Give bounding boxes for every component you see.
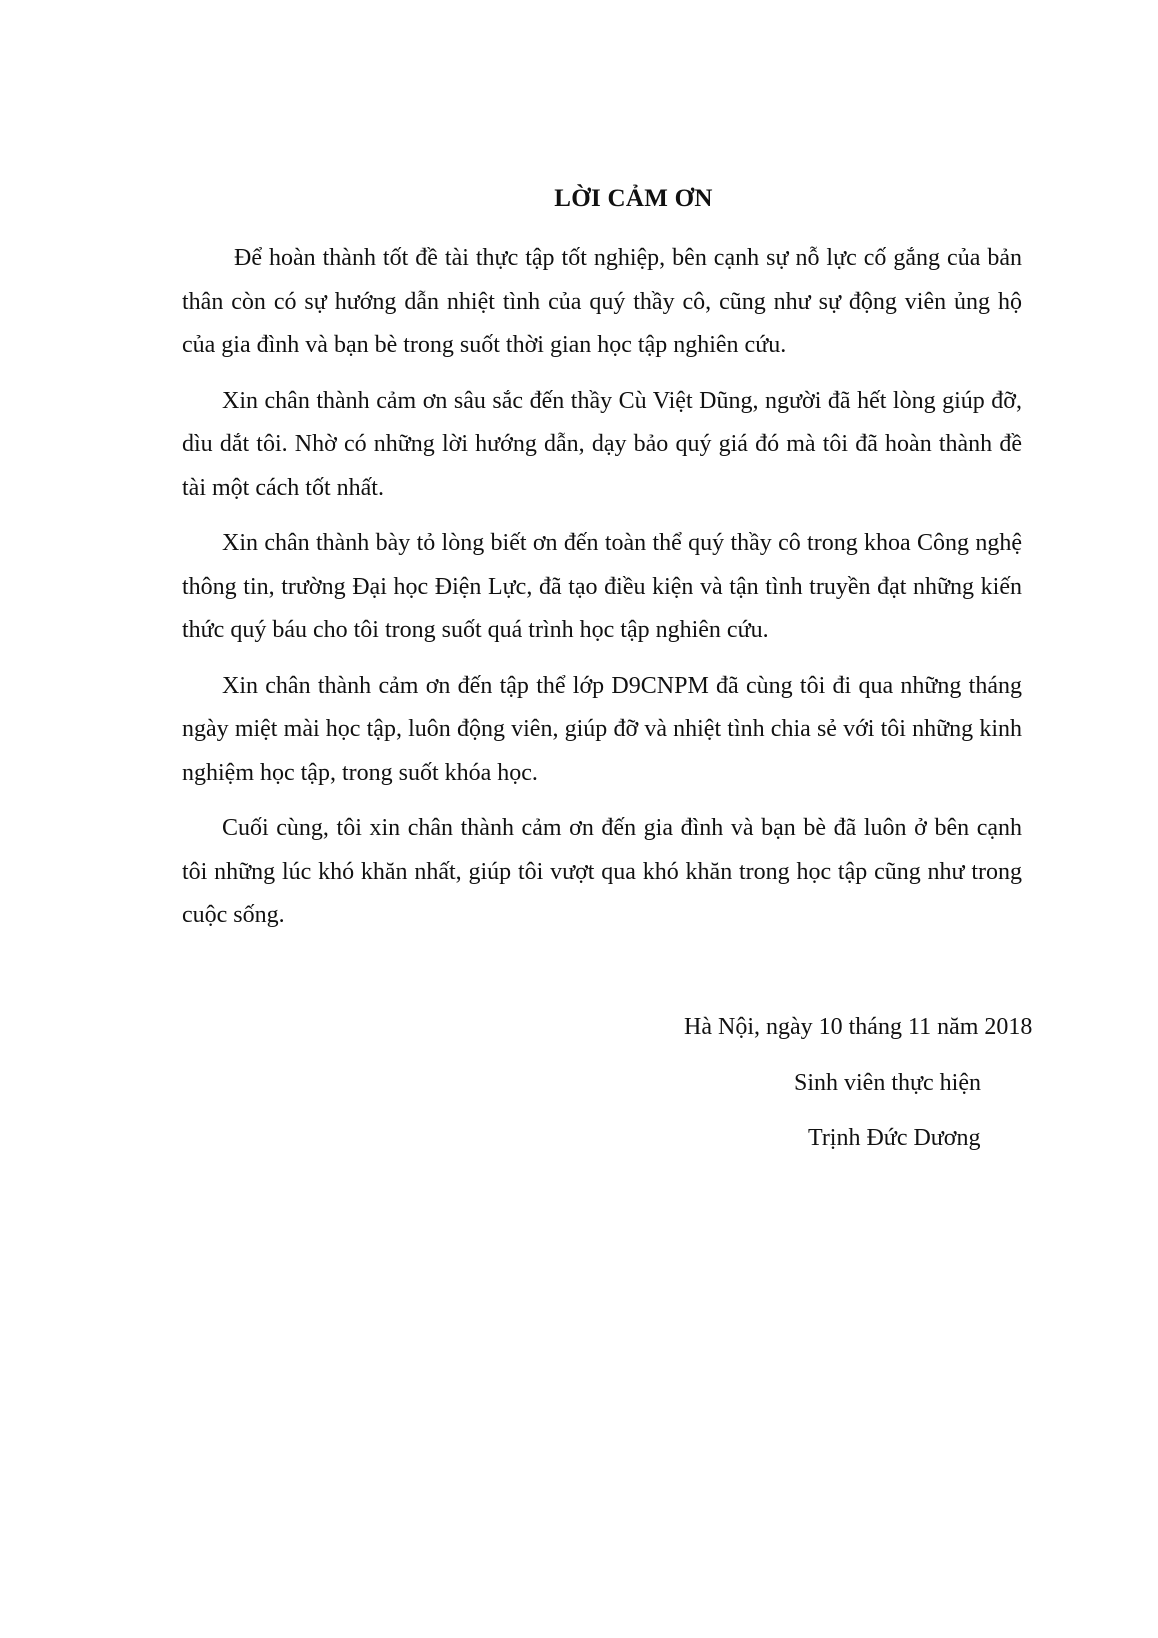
paragraph-family: Cuối cùng, tôi xin chân thành cảm ơn đến gia đình và bạn bè đã luôn ở bên cạnh tôi những lúc khó khăn nhất, giúp tôi vượt qua khó khăn trong học tập cũng như trong cuộc sống. (182, 815, 1022, 928)
acknowledgement-body (182, 237, 1022, 950)
signature-role: Sinh viên thực hiện (794, 1070, 981, 1096)
paragraph-faculty: Xin chân thành bày tỏ lòng biết ơn đến toàn thể quý thầy cô trong khoa Công nghệ thông tin, trường Đại học Điện Lực, đã tạo điều kiện và tận tình truyền đạt những kiến thức quý báu cho tôi trong suốt quá trình học tập nghiên cứu. (182, 530, 1022, 643)
paragraph-advisor: Xin chân thành cảm ơn sâu sắc đến thầy Cù Việt Dũng, người đã hết lòng giúp đỡ, dìu dắt tôi. Nhờ có những lời hướng dẫn, dạy bảo quý giá đó mà tôi đã hoàn thành đề tài một cách tốt nhất. (182, 387, 1022, 501)
paragraph-intro: Để hoàn thành tốt đề tài thực tập tốt nghiệp, bên cạnh sự nỗ lực cố gắng của bản thân còn có sự hướng dẫn nhiệt tình của quý thầy cô, cũng như sự động viên ủng hộ của gia đình và bạn bè trong suốt thời gian học tập nghiên cứu. (182, 245, 1022, 358)
page-title: LỜI CẢM ƠN (554, 185, 713, 212)
signature-place-date: Hà Nội, ngày 10 tháng 11 năm 2018 (684, 1014, 1033, 1040)
signature-name: Trịnh Đức Dương (808, 1125, 981, 1151)
paragraph-classmates: Xin chân thành cảm ơn đến tập thể lớp D9CNPM đã cùng tôi đi qua những tháng ngày miệt mài học tập, luôn động viên, giúp đỡ và nhiệt tình chia sẻ với tôi những kinh nghiệm học tập, trong suốt khóa học. (182, 672, 1022, 786)
